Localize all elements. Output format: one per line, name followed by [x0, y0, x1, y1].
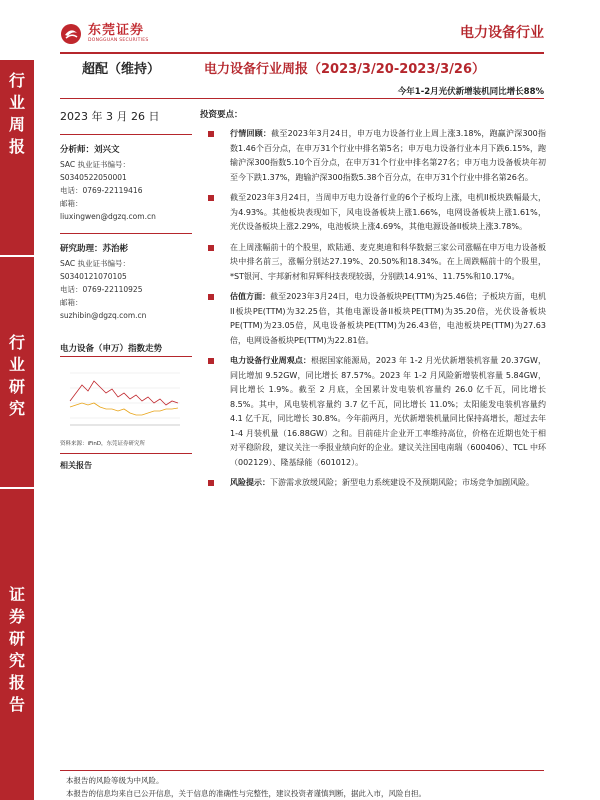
point-weekly-view: [200, 354, 546, 470]
chart-series-industry-line: [70, 381, 178, 405]
sidebar-char: 告: [8, 695, 25, 714]
logo-emblem-icon: [60, 23, 82, 45]
point-stocks: [200, 241, 546, 285]
footer-divider: [60, 770, 544, 771]
point-valuation: [200, 290, 546, 348]
info-source-note: 本报告的信息均来自已公开信息，关于信息的准确性与完整性，建议投资者谨慎判断，据此入市，风险自担。: [66, 789, 426, 798]
index-trend-chart: [60, 363, 184, 433]
header-divider: [60, 52, 544, 54]
sidebar-char: 周: [8, 115, 25, 134]
point-lead: 电力设备行业周观点：: [230, 356, 312, 365]
assistant-cert-label: SAC 执业证书编号：: [60, 259, 131, 268]
analyst-info: [60, 143, 192, 223]
industry-tag: 电力设备行业: [460, 25, 544, 41]
report-rating: 超配（维持）: [82, 62, 161, 77]
square-bullet-icon: [208, 195, 214, 201]
point-lead: 行情回顾：: [230, 129, 272, 138]
report-subtitle: 今年1-2月光伏新增装机同比增长88%: [397, 87, 544, 97]
assistant-phone: 电话：0769-22110925: [60, 285, 143, 294]
point-market-review: [200, 127, 546, 185]
analyst-email[interactable]: liuxingwen@dgzq.com.cn: [60, 212, 156, 221]
sidebar-char: 业: [8, 93, 25, 112]
footer-disclaimer: [66, 774, 426, 800]
point-text: 下游需求放缓风险；新型电力系统建设不及预期风险；市场竞争加剧风险。: [270, 478, 534, 487]
assistant-email-label: 邮箱：: [60, 298, 83, 307]
sidebar-char: 报: [8, 673, 25, 692]
point-text: 根据国家能源局，2023 年 1-2 月光伏新增装机容量 20.37GW，同比增加 9.52GW，同比增长 87.57%。2023 年 1-2 月风险新增装机容量 5.84GW，同比增长 1.9%。截至 2 月底，全国累计发电装机容量约 26.0 亿千瓦，同比增长 8.5%。其中，风电装机容量约 3.7 亿千瓦，同比增长 11.0%；太阳能发电装机容量约 4.1 亿千瓦，同比增长 30.8%。今年前两月，光伏新增装机量同比保持高增长，超过去年 1-4 月装机量（16.88GW）之和。目前硅片企业开工率维持高位，价格在近期也处于相对平稳阶段，建议关注一季报业绩向好的企业。建议关注国电南瑞（600406）、TCL 中环（002129）、隆基绿能（601012）。: [230, 356, 547, 467]
sidebar-char: 券: [8, 607, 25, 626]
point-lead: 估值方面：: [230, 292, 271, 301]
report-date: 2023 年 3 月 26 日: [60, 110, 160, 123]
sidebar-char: 行: [8, 71, 25, 90]
risk-level-note: 本报告的风险等级为中风险。: [66, 776, 164, 785]
square-bullet-icon: [208, 358, 214, 364]
analyst-cert-label: SAC 执业证书编号：: [60, 160, 131, 169]
sidebar-char: 研: [8, 629, 25, 648]
square-bullet-icon: [208, 131, 214, 137]
assistant-email[interactable]: suzhibin@dgzq.com.cn: [60, 311, 147, 320]
point-risk: [200, 476, 546, 491]
chart-gridlines: [70, 373, 180, 418]
square-bullet-icon: [208, 245, 214, 251]
point-text: 截至2023年3月24日，当周申万电力设备行业的6个子板均上涨，电机II板块跌幅最大，为4.93%。其他板块表现如下，风电设备板块上涨1.66%，电网设备板块上涨1.61%，光伏设备板块上涨2.29%，电池板块上涨4.69%，其他电源设备II板块上涨3.78%。: [230, 193, 546, 231]
sidebar-char: 行: [8, 333, 25, 352]
assistant-cert-number: S0340121070105: [60, 272, 127, 281]
point-lead: 风险提示：: [230, 478, 270, 487]
investment-points: [200, 108, 546, 497]
company-logo: [60, 22, 149, 46]
left-divider: [60, 134, 192, 135]
chart-source: 资料来源：iFinD，东莞证券研究所: [60, 441, 146, 447]
sidebar-block-report: [0, 489, 34, 800]
square-bullet-icon: [208, 480, 214, 486]
left-divider: [60, 233, 192, 234]
investment-points-heading: 投资要点：: [200, 110, 243, 120]
analyst-email-label: 邮箱：: [60, 199, 83, 208]
sidebar-block-research: [0, 257, 34, 487]
sidebar-char: 究: [8, 651, 25, 670]
point-text: 截至2023年3月24日，申万电力设备行业上周上涨3.18%，跑赢沪深300指数1.46个百分点，在申万31个行业中排名第5名；申万电力设备行业本月下跌6.15%，跑输沪深300指数5.10个百分点，在申万31个行业中排名第27名；申万电力设备板块年初至今下跌1.37%，跑输沪深300指数5.38个百分点，在申万31个行业中排名第26名。: [230, 129, 547, 182]
index-chart-title: 电力设备（申万）指数走势: [60, 344, 163, 354]
sidebar-char: 究: [8, 399, 25, 418]
point-text: 截至2023年3月24日，电力设备板块PE(TTM)为25.46倍；子板块方面，电机II板块PE(TTM)为32.25倍，其他电源设备II板块PE(TTM)为35.20倍，光伏设备板块PE(TTM)为23.05倍，风电设备板块PE(TTM)为26.43倍，电池板块PE(TTM)为27.63倍，电网设备板块PE(TTM)为22.81倍。: [230, 292, 547, 345]
related-reports-heading: 相关报告: [60, 461, 92, 470]
analyst-name: 分析师：刘兴文: [60, 145, 120, 155]
point-text: 在上周涨幅前十的个股里，欧陆通、麦克奥迪和科华数据三家公司涨幅在申万电力设备板块中排名前三，涨幅分别达27.19%、20.50%和18.34%。在上周跌幅前十的个股里，*ST银河、宇邦新材和昇辉科技表现较弱，分别跌14.91%、11.75%和10.17%。: [230, 242, 546, 281]
square-bullet-icon: [208, 294, 214, 300]
left-divider: [60, 356, 192, 357]
left-divider: [60, 453, 192, 454]
point-subsector: [200, 191, 546, 235]
left-column: [60, 104, 192, 471]
assistant-name: 研究助理：苏治彬: [60, 244, 129, 254]
analyst-phone: 电话：0769-22119416: [60, 186, 143, 195]
chart-series-benchmark-line: [70, 403, 178, 415]
logo-chinese-name: 东莞证券: [88, 23, 145, 39]
report-title: 电力设备行业周报（2023/3/20-2023/3/26）: [204, 62, 486, 77]
sidebar-char: 研: [8, 377, 25, 396]
analyst-cert-number: S0340522050001: [60, 173, 127, 182]
title-divider: [60, 98, 544, 99]
sidebar-char: 报: [8, 137, 25, 156]
sidebar-block-weekly: [0, 60, 34, 255]
assistant-info: [60, 242, 192, 322]
logo-english-name: DONGGUAN SECURITIES: [88, 38, 149, 44]
sidebar-char: 证: [8, 585, 25, 604]
sidebar-char: 业: [8, 355, 25, 374]
